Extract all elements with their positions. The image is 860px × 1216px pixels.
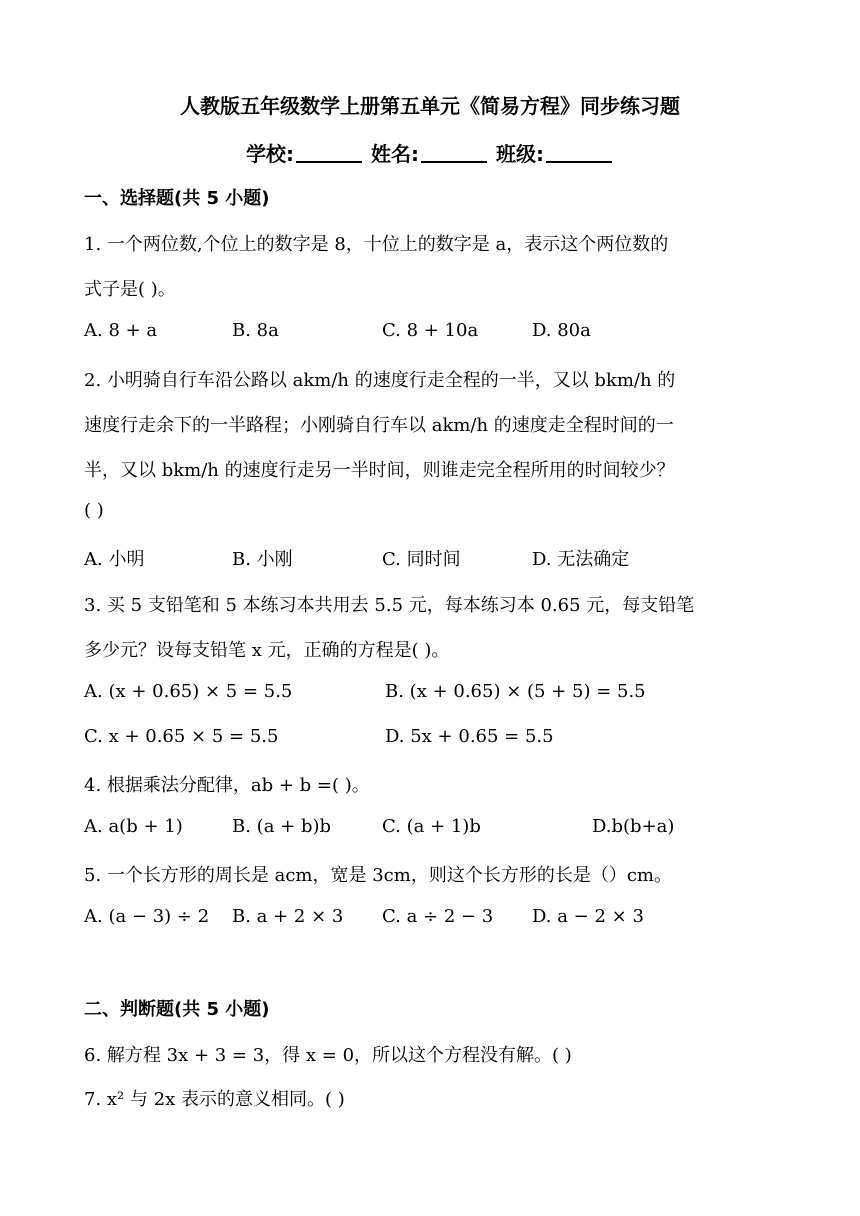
- school-blank[interactable]: [296, 141, 362, 163]
- question-3-option-c[interactable]: C. x + 0.65 × 5 = 5.5: [84, 726, 279, 747]
- page-title: 人教版五年级数学上册第五单元《简易方程》同步练习题: [180, 94, 680, 118]
- section-heading-choice: 一、选择题(共 5 小题): [84, 188, 270, 209]
- question-4-option-a[interactable]: A. a(b + 1): [84, 816, 183, 837]
- question-2-line-3: 半，又以 bkm/h 的速度行走另一半时间，则谁走完全程所用的时间较少？: [84, 460, 675, 481]
- question-2-line-2: 速度行走余下的一半路程；小刚骑自行车以 akm/h 的速度走全程时间的一: [84, 415, 674, 436]
- question-2-line-4: ( ): [84, 500, 104, 521]
- question-5-option-b[interactable]: B. a + 2 × 3: [232, 906, 344, 927]
- question-2-option-a[interactable]: A. 小明: [84, 549, 145, 570]
- question-1-line-1: 1. 一个两位数,个位上的数字是 8，十位上的数字是 a，表示这个两位数的: [84, 234, 669, 255]
- question-6-line: 6. 解方程 3x + 3 = 3，得 x = 0，所以这个方程没有解。( ): [84, 1045, 572, 1066]
- question-3-option-d[interactable]: D. 5x + 0.65 = 5.5: [385, 726, 554, 747]
- question-7-line: 7. x² 与 2x 表示的意义相同。( ): [84, 1089, 345, 1110]
- question-1-option-c[interactable]: C. 8 + 10a: [382, 320, 479, 341]
- school-label: 学校:: [246, 142, 295, 166]
- question-1-option-a[interactable]: A. 8 + a: [84, 320, 158, 341]
- question-5-option-d[interactable]: D. a − 2 × 3: [532, 906, 644, 927]
- name-blank[interactable]: [421, 141, 487, 163]
- question-2-line-1: 2. 小明骑自行车沿公路以 akm/h 的速度行走全程的一半，又以 bkm/h 的: [84, 370, 676, 391]
- question-1-option-b[interactable]: B. 8a: [232, 320, 279, 341]
- question-4-option-b[interactable]: B. (a + b)b: [232, 816, 332, 837]
- question-1-line-2: 式子是( )。: [84, 279, 176, 300]
- question-4-line-1: 4. 根据乘法分配律，ab + b =( )。: [84, 775, 370, 796]
- question-4-option-c[interactable]: C. (a + 1)b: [382, 816, 481, 837]
- question-5-line-1: 5. 一个长方形的周长是 acm，宽是 3cm，则这个长方形的长是（）cm。: [84, 865, 672, 886]
- question-3-line-2: 多少元？设每支铅笔 x 元，正确的方程是( )。: [84, 640, 450, 661]
- question-4-option-d[interactable]: D.b(b+a): [592, 816, 675, 837]
- question-2-option-b[interactable]: B. 小刚: [232, 549, 293, 570]
- class-blank[interactable]: [546, 141, 612, 163]
- student-info-fields: [0, 138, 860, 167]
- question-2-option-d[interactable]: D. 无法确定: [532, 549, 630, 570]
- question-2-option-c[interactable]: C. 同时间: [382, 549, 461, 570]
- name-label: 姓名:: [371, 142, 419, 166]
- question-5-option-a[interactable]: A. (a − 3) ÷ 2: [84, 906, 210, 927]
- question-1-option-d[interactable]: D. 80a: [532, 320, 591, 341]
- question-3-option-a[interactable]: A. (x + 0.65) × 5 = 5.5: [84, 681, 293, 702]
- section-heading-true-false: 二、判断题(共 5 小题): [84, 999, 270, 1020]
- question-3-option-b[interactable]: B. (x + 0.65) × (5 + 5) = 5.5: [385, 681, 646, 702]
- question-5-option-c[interactable]: C. a ÷ 2 − 3: [382, 906, 494, 927]
- question-3-line-1: 3. 买 5 支铅笔和 5 本练习本共用去 5.5 元，每本练习本 0.65 元，每支铅笔: [84, 595, 695, 616]
- class-label: 班级:: [495, 142, 544, 166]
